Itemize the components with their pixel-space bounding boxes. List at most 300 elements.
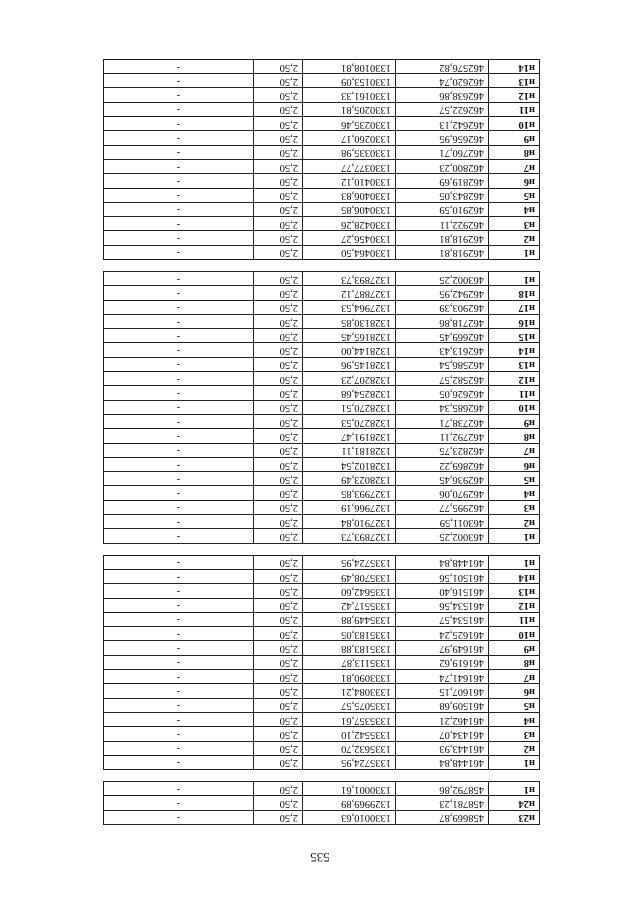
x-coordinate-cell: 461607,15 <box>396 684 489 698</box>
table-row <box>104 102 540 116</box>
point-cell: н1 <box>489 782 540 796</box>
note-cell: - <box>104 500 254 514</box>
x-coordinate-cell: 458781,23 <box>396 796 489 810</box>
y-coordinate-cell: 1335183,05 <box>303 627 396 641</box>
table-row <box>104 300 540 314</box>
point-cell: н5 <box>489 188 540 202</box>
x-coordinate-cell: 462669,45 <box>396 329 489 343</box>
point-cell: н10 <box>489 117 540 131</box>
note-cell: - <box>104 59 254 73</box>
table-row <box>104 202 540 216</box>
point-cell: н11 <box>489 612 540 626</box>
note-cell: - <box>104 102 254 116</box>
point-cell: н8 <box>489 429 540 443</box>
note-cell: - <box>104 357 254 371</box>
y-coordinate-cell: 1330010,63 <box>303 810 396 824</box>
note-cell: - <box>104 174 254 188</box>
deviation-cell: 2,50 <box>254 131 303 145</box>
point-cell: н10 <box>489 627 540 641</box>
note-cell: - <box>104 245 254 259</box>
deviation-cell: 2,50 <box>254 727 303 741</box>
table-row <box>104 529 540 543</box>
note-cell: - <box>104 627 254 641</box>
deviation-cell: 2,50 <box>254 59 303 73</box>
y-coordinate-cell: 1327910,84 <box>303 515 396 529</box>
table-row <box>104 569 540 583</box>
x-coordinate-cell: 462823,75 <box>396 443 489 457</box>
y-coordinate-cell: 1335113,87 <box>303 655 396 669</box>
deviation-cell: 2,50 <box>254 145 303 159</box>
table-row <box>104 188 540 202</box>
note-cell: - <box>104 145 254 159</box>
point-cell: н11 <box>489 386 540 400</box>
deviation-cell: 2,50 <box>254 612 303 626</box>
table-row <box>104 231 540 245</box>
point-cell: н3 <box>489 500 540 514</box>
y-coordinate-cell: 1328191,47 <box>303 429 396 443</box>
table-row <box>104 472 540 486</box>
x-coordinate-cell: 462656,95 <box>396 131 489 145</box>
table-row <box>104 174 540 188</box>
point-cell: н8 <box>489 145 540 159</box>
y-coordinate-cell: 1335449,88 <box>303 612 396 626</box>
x-coordinate-cell: 462626,05 <box>396 386 489 400</box>
deviation-cell: 2,50 <box>254 286 303 300</box>
table-row <box>104 796 540 810</box>
deviation-cell: 2,50 <box>254 357 303 371</box>
note-cell: - <box>104 486 254 500</box>
y-coordinate-cell: 1335542,10 <box>303 727 396 741</box>
x-coordinate-cell: 461434,07 <box>396 727 489 741</box>
deviation-cell: 2,50 <box>254 117 303 131</box>
table-row <box>104 217 540 231</box>
deviation-cell: 2,50 <box>254 641 303 655</box>
x-coordinate-cell: 461448,84 <box>396 555 489 569</box>
y-coordinate-cell: 1328130,85 <box>303 314 396 328</box>
deviation-cell: 2,50 <box>254 329 303 343</box>
x-coordinate-cell: 462970,06 <box>396 486 489 500</box>
y-coordinate-cell: 1330153,09 <box>303 74 396 88</box>
point-cell: н13 <box>489 357 540 371</box>
point-cell: н11 <box>489 102 540 116</box>
deviation-cell: 2,50 <box>254 655 303 669</box>
x-coordinate-cell: 462738,71 <box>396 414 489 428</box>
table-row <box>104 486 540 500</box>
note-cell: - <box>104 372 254 386</box>
table-row <box>104 74 540 88</box>
point-cell: н2 <box>489 741 540 755</box>
point-cell: н4 <box>489 486 540 500</box>
table-row <box>104 698 540 712</box>
y-coordinate-cell: 1330464,50 <box>303 245 396 259</box>
x-coordinate-cell: 462760,71 <box>396 145 489 159</box>
note-cell: - <box>104 202 254 216</box>
y-coordinate-cell: 1333090,81 <box>303 670 396 684</box>
table-row <box>104 641 540 655</box>
note-cell: - <box>104 300 254 314</box>
point-cell: н9 <box>489 131 540 145</box>
x-coordinate-cell: 461641,74 <box>396 670 489 684</box>
deviation-cell: 2,50 <box>254 712 303 726</box>
x-coordinate-cell: 462922,11 <box>396 217 489 231</box>
deviation-cell: 2,50 <box>254 698 303 712</box>
deviation-cell: 2,50 <box>254 429 303 443</box>
y-coordinate-cell: 1335183,88 <box>303 641 396 655</box>
note-cell: - <box>104 188 254 202</box>
point-cell: н1 <box>489 755 540 769</box>
deviation-cell: 2,50 <box>254 343 303 357</box>
y-coordinate-cell: 1330108,81 <box>303 59 396 73</box>
x-coordinate-cell: 462620,74 <box>396 74 489 88</box>
point-cell: н6 <box>489 684 540 698</box>
point-cell: н12 <box>489 598 540 612</box>
point-cell: н7 <box>489 159 540 173</box>
x-coordinate-cell: 462586,54 <box>396 357 489 371</box>
deviation-cell: 2,50 <box>254 272 303 286</box>
note-cell: - <box>104 698 254 712</box>
table-row <box>104 59 540 73</box>
point-cell: н1 <box>489 245 540 259</box>
note-cell: - <box>104 386 254 400</box>
table-row <box>104 414 540 428</box>
x-coordinate-cell: 461625,24 <box>396 627 489 641</box>
point-cell: н2 <box>489 515 540 529</box>
point-cell: н5 <box>489 472 540 486</box>
table-row <box>104 457 540 471</box>
table-row <box>104 357 540 371</box>
y-coordinate-cell: 1328181,11 <box>303 443 396 457</box>
point-cell: н1 <box>489 272 540 286</box>
point-cell: н16 <box>489 314 540 328</box>
y-coordinate-cell: 1335357,61 <box>303 712 396 726</box>
note-cell: - <box>104 414 254 428</box>
table-row <box>104 782 540 796</box>
note-cell: - <box>104 117 254 131</box>
note-cell: - <box>104 529 254 543</box>
deviation-cell: 2,50 <box>254 88 303 102</box>
deviation-cell: 2,50 <box>254 231 303 245</box>
note-cell: - <box>104 159 254 173</box>
point-cell: н4 <box>489 202 540 216</box>
deviation-cell: 2,50 <box>254 500 303 514</box>
note-cell: - <box>104 796 254 810</box>
x-coordinate-cell: 462942,95 <box>396 286 489 300</box>
note-cell: - <box>104 429 254 443</box>
y-coordinate-cell: 1333084,21 <box>303 684 396 698</box>
deviation-cell: 2,50 <box>254 386 303 400</box>
x-coordinate-cell: 461534,56 <box>396 598 489 612</box>
table-row <box>104 670 540 684</box>
x-coordinate-cell: 462582,57 <box>396 372 489 386</box>
x-coordinate-cell: 462792,11 <box>396 429 489 443</box>
note-cell: - <box>104 755 254 769</box>
deviation-cell: 2,50 <box>254 414 303 428</box>
deviation-cell: 2,50 <box>254 555 303 569</box>
x-coordinate-cell: 461448,84 <box>396 755 489 769</box>
table-row <box>104 712 540 726</box>
x-coordinate-cell: 462642,13 <box>396 117 489 131</box>
point-cell: н12 <box>489 88 540 102</box>
y-coordinate-cell: 1328270,51 <box>303 400 396 414</box>
x-coordinate-cell: 463002,25 <box>396 272 489 286</box>
note-cell: - <box>104 400 254 414</box>
table-row <box>104 117 540 131</box>
separator-cell <box>104 260 540 272</box>
x-coordinate-cell: 462910,59 <box>396 202 489 216</box>
deviation-cell: 2,50 <box>254 670 303 684</box>
deviation-cell: 2,50 <box>254 741 303 755</box>
x-coordinate-cell: 461534,57 <box>396 612 489 626</box>
y-coordinate-cell: 1330161,33 <box>303 88 396 102</box>
x-coordinate-cell: 462576,82 <box>396 59 489 73</box>
y-coordinate-cell: 1328165,45 <box>303 329 396 343</box>
note-cell: - <box>104 131 254 145</box>
deviation-cell: 2,50 <box>254 515 303 529</box>
deviation-cell: 2,50 <box>254 245 303 259</box>
point-cell: н14 <box>489 569 540 583</box>
table-row <box>104 159 540 173</box>
table-row <box>104 272 540 286</box>
note-cell: - <box>104 584 254 598</box>
table-row <box>104 500 540 514</box>
note-cell: - <box>104 314 254 328</box>
note-cell: - <box>104 741 254 755</box>
note-cell: - <box>104 555 254 569</box>
deviation-cell: 2,50 <box>254 300 303 314</box>
y-coordinate-cell: 1328102,54 <box>303 457 396 471</box>
deviation-cell: 2,50 <box>254 569 303 583</box>
point-cell: н6 <box>489 174 540 188</box>
y-coordinate-cell: 1335642,60 <box>303 584 396 598</box>
note-cell: - <box>104 670 254 684</box>
y-coordinate-cell: 1328023,49 <box>303 472 396 486</box>
point-cell: н23 <box>489 810 540 824</box>
x-coordinate-cell: 462638,86 <box>396 88 489 102</box>
note-cell: - <box>104 443 254 457</box>
y-coordinate-cell: 1328254,68 <box>303 386 396 400</box>
y-coordinate-cell: 1335632,70 <box>303 741 396 755</box>
note-cell: - <box>104 88 254 102</box>
y-coordinate-cell: 1330260,17 <box>303 131 396 145</box>
deviation-cell: 2,50 <box>254 188 303 202</box>
note-cell: - <box>104 727 254 741</box>
point-cell: н1 <box>489 555 540 569</box>
deviation-cell: 2,50 <box>254 174 303 188</box>
y-coordinate-cell: 1327893,73 <box>303 272 396 286</box>
point-cell: н7 <box>489 443 540 457</box>
group-separator <box>104 260 540 272</box>
y-coordinate-cell: 1329969,89 <box>303 796 396 810</box>
y-coordinate-cell: 1335724,95 <box>303 755 396 769</box>
table-row <box>104 314 540 328</box>
table-row <box>104 584 540 598</box>
note-cell: - <box>104 655 254 669</box>
table-row <box>104 810 540 824</box>
deviation-cell: 2,50 <box>254 627 303 641</box>
x-coordinate-cell: 461501,56 <box>396 569 489 583</box>
table-row <box>104 372 540 386</box>
note-cell: - <box>104 272 254 286</box>
note-cell: - <box>104 457 254 471</box>
y-coordinate-cell: 1330235,46 <box>303 117 396 131</box>
note-cell: - <box>104 74 254 88</box>
separator-cell <box>104 770 540 782</box>
x-coordinate-cell: 461443,93 <box>396 741 489 755</box>
point-cell: н15 <box>489 329 540 343</box>
y-coordinate-cell: 1327993,85 <box>303 486 396 500</box>
table-row <box>104 245 540 259</box>
point-cell: н9 <box>489 414 540 428</box>
table-row <box>104 612 540 626</box>
y-coordinate-cell: 1330428,26 <box>303 217 396 231</box>
table-row <box>104 555 540 569</box>
table-row <box>104 88 540 102</box>
x-coordinate-cell: 462918,81 <box>396 231 489 245</box>
point-cell: н13 <box>489 74 540 88</box>
x-coordinate-cell: 463011,59 <box>396 515 489 529</box>
x-coordinate-cell: 461516,40 <box>396 584 489 598</box>
point-cell: н13 <box>489 584 540 598</box>
point-cell: н1 <box>489 529 540 543</box>
table-row <box>104 131 540 145</box>
x-coordinate-cell: 463002,25 <box>396 529 489 543</box>
note-cell: - <box>104 684 254 698</box>
note-cell: - <box>104 472 254 486</box>
note-cell: - <box>104 343 254 357</box>
note-cell: - <box>104 569 254 583</box>
table-row <box>104 627 540 641</box>
y-coordinate-cell: 1328144,00 <box>303 343 396 357</box>
point-cell: н3 <box>489 217 540 231</box>
group-separator <box>104 543 540 555</box>
point-cell: н2 <box>489 231 540 245</box>
deviation-cell: 2,50 <box>254 400 303 414</box>
note-cell: - <box>104 612 254 626</box>
y-coordinate-cell: 1328145,96 <box>303 357 396 371</box>
x-coordinate-cell: 462613,43 <box>396 343 489 357</box>
deviation-cell: 2,50 <box>254 486 303 500</box>
table-row <box>104 443 540 457</box>
y-coordinate-cell: 1330205,81 <box>303 102 396 116</box>
point-cell: н8 <box>489 655 540 669</box>
table-row <box>104 684 540 698</box>
y-coordinate-cell: 1330335,98 <box>303 145 396 159</box>
point-cell: н10 <box>489 400 540 414</box>
coordinates-sheet <box>103 59 540 825</box>
y-coordinate-cell: 1335708,49 <box>303 569 396 583</box>
x-coordinate-cell: 462903,39 <box>396 300 489 314</box>
point-cell: н7 <box>489 670 540 684</box>
deviation-cell: 2,50 <box>254 159 303 173</box>
coordinates-table-body <box>104 59 540 824</box>
deviation-cell: 2,50 <box>254 372 303 386</box>
y-coordinate-cell: 1327966,19 <box>303 500 396 514</box>
deviation-cell: 2,50 <box>254 74 303 88</box>
table-row <box>104 655 540 669</box>
x-coordinate-cell: 461509,68 <box>396 698 489 712</box>
x-coordinate-cell: 458669,87 <box>396 810 489 824</box>
note-cell: - <box>104 810 254 824</box>
group-separator <box>104 770 540 782</box>
note-cell: - <box>104 782 254 796</box>
y-coordinate-cell: 1328270,53 <box>303 414 396 428</box>
deviation-cell: 2,50 <box>254 314 303 328</box>
y-coordinate-cell: 1330410,12 <box>303 174 396 188</box>
y-coordinate-cell: 1335517,42 <box>303 598 396 612</box>
table-row <box>104 727 540 741</box>
note-cell: - <box>104 712 254 726</box>
note-cell: - <box>104 231 254 245</box>
deviation-cell: 2,50 <box>254 796 303 810</box>
table-row <box>104 598 540 612</box>
y-coordinate-cell: 1327964,53 <box>303 300 396 314</box>
deviation-cell: 2,50 <box>254 755 303 769</box>
point-cell: н9 <box>489 641 540 655</box>
point-cell: н5 <box>489 698 540 712</box>
table-row <box>104 400 540 414</box>
deviation-cell: 2,50 <box>254 782 303 796</box>
x-coordinate-cell: 462869,22 <box>396 457 489 471</box>
table-row <box>104 755 540 769</box>
x-coordinate-cell: 461619,62 <box>396 655 489 669</box>
x-coordinate-cell: 462685,34 <box>396 400 489 414</box>
table-row <box>104 286 540 300</box>
point-cell: н17 <box>489 300 540 314</box>
deviation-cell: 2,50 <box>254 584 303 598</box>
x-coordinate-cell: 462936,45 <box>396 472 489 486</box>
y-coordinate-cell: 1328207,23 <box>303 372 396 386</box>
point-cell: н3 <box>489 727 540 741</box>
y-coordinate-cell: 1327887,12 <box>303 286 396 300</box>
table-row <box>104 429 540 443</box>
deviation-cell: 2,50 <box>254 202 303 216</box>
deviation-cell: 2,50 <box>254 598 303 612</box>
x-coordinate-cell: 462918,81 <box>396 245 489 259</box>
note-cell: - <box>104 641 254 655</box>
x-coordinate-cell: 462995,77 <box>396 500 489 514</box>
coordinates-table <box>103 59 540 825</box>
note-cell: - <box>104 286 254 300</box>
note-cell: - <box>104 217 254 231</box>
point-cell: н14 <box>489 343 540 357</box>
y-coordinate-cell: 1330377,77 <box>303 159 396 173</box>
table-row <box>104 515 540 529</box>
x-coordinate-cell: 462622,57 <box>396 102 489 116</box>
deviation-cell: 2,50 <box>254 529 303 543</box>
point-cell: н4 <box>489 712 540 726</box>
note-cell: - <box>104 598 254 612</box>
point-cell: н24 <box>489 796 540 810</box>
point-cell: н12 <box>489 372 540 386</box>
y-coordinate-cell: 1330406,85 <box>303 202 396 216</box>
y-coordinate-cell: 1330406,83 <box>303 188 396 202</box>
x-coordinate-cell: 462718,86 <box>396 314 489 328</box>
y-coordinate-cell: 1327893,73 <box>303 529 396 543</box>
deviation-cell: 2,50 <box>254 810 303 824</box>
deviation-cell: 2,50 <box>254 684 303 698</box>
point-cell: н14 <box>489 59 540 73</box>
note-cell: - <box>104 329 254 343</box>
deviation-cell: 2,50 <box>254 457 303 471</box>
y-coordinate-cell: 1330456,27 <box>303 231 396 245</box>
note-cell: - <box>104 515 254 529</box>
deviation-cell: 2,50 <box>254 102 303 116</box>
x-coordinate-cell: 461649,97 <box>396 641 489 655</box>
y-coordinate-cell: 1335724,95 <box>303 555 396 569</box>
y-coordinate-cell: 1330001,61 <box>303 782 396 796</box>
deviation-cell: 2,50 <box>254 217 303 231</box>
x-coordinate-cell: 462843,05 <box>396 188 489 202</box>
